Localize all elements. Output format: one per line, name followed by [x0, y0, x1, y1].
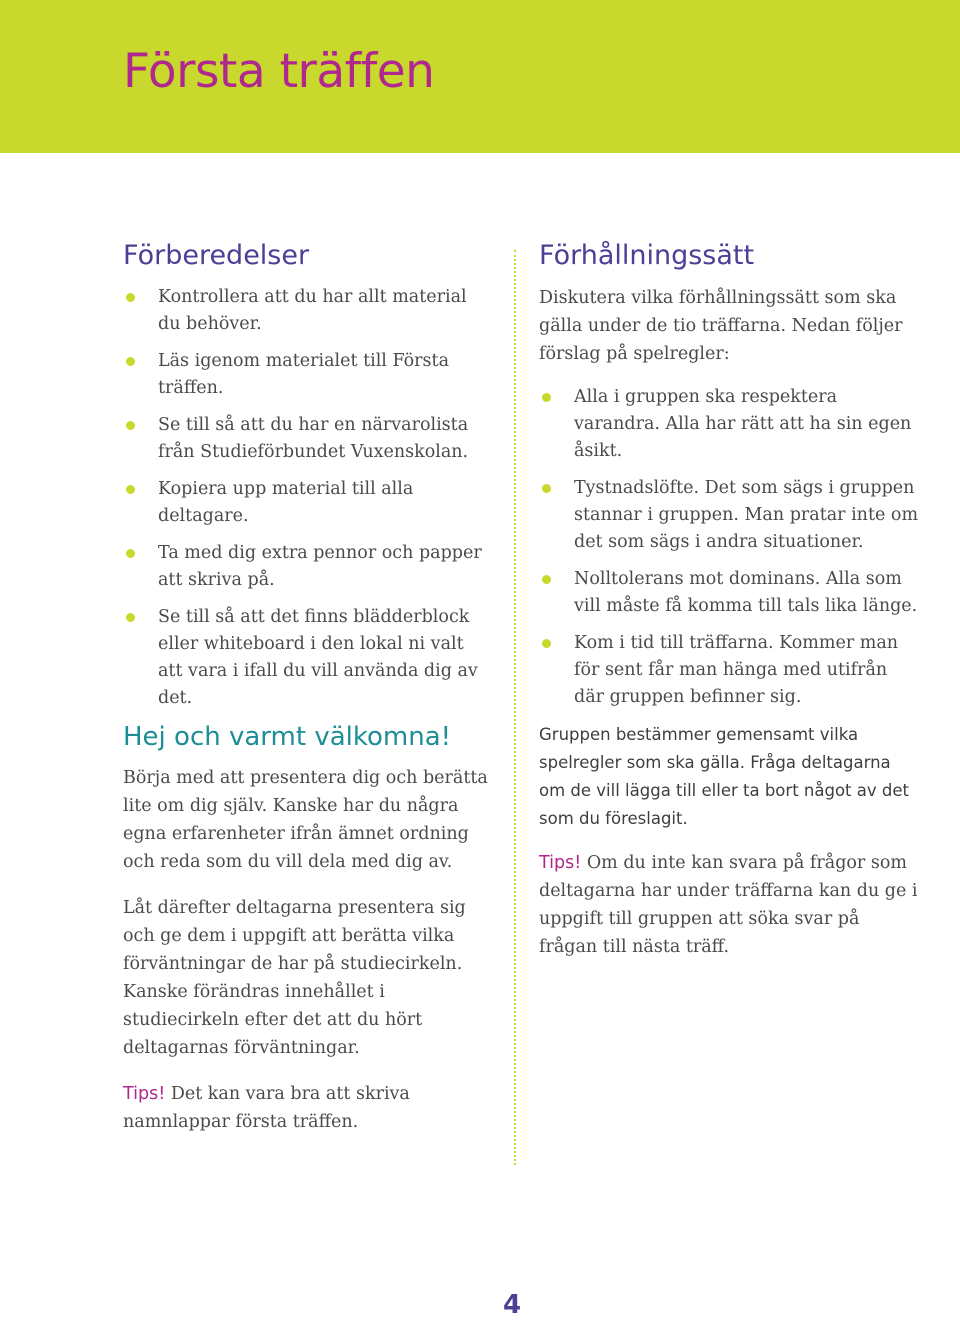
bullet-icon	[126, 357, 135, 366]
group-rules-paragraph: Gruppen bestämmer gemensamt vilka spelregler som ska gälla. Fråga deltagarna om de vill lägga till eller ta bort något av det som du föreslagit.	[539, 725, 909, 828]
preparations-list	[123, 284, 488, 712]
list-item	[539, 384, 919, 465]
list-item	[123, 476, 488, 530]
bullet-icon	[542, 393, 551, 402]
expectations-paragraph: Låt därefter deltagarna presentera sig och ge dem i uppgift att berätta vilka förväntningar de har på studiecirkeln. Kanske förändras innehållet i studiecirkeln efter det att du hört deltagarnas förväntningar.	[123, 898, 466, 1058]
bullet-icon	[126, 293, 135, 302]
bullet-icon	[542, 484, 551, 493]
rules-list	[539, 384, 919, 711]
approach-intro: Diskutera vilka förhållningssätt som ska gälla under de tio träffarna. Nedan följer förslag på spelregler:	[539, 288, 903, 364]
bullet-icon	[542, 639, 551, 648]
list-item	[539, 566, 919, 620]
list-item-text: Kontrollera att du har allt material du behöver.	[158, 287, 467, 334]
list-item-text: Kopiera upp material till alla deltagare.	[158, 479, 414, 526]
list-item	[539, 630, 919, 711]
bullet-icon	[126, 613, 135, 622]
bullet-icon	[126, 485, 135, 494]
approach-heading: Förhållningssätt	[539, 240, 755, 271]
tips-label: Tips!	[539, 853, 582, 873]
right-column	[539, 240, 919, 961]
welcome-heading: Hej och varmt välkomna!	[123, 722, 452, 752]
list-item-text: Se till så att det finns blädderblock eller whiteboard i den lokal ni valt att vara i ifall du vill använda dig av det.	[158, 607, 478, 708]
list-item	[123, 540, 488, 594]
list-item	[123, 604, 488, 712]
list-item-text: Se till så att du har en närvarolista från Studieförbundet Vuxenskolan.	[158, 415, 469, 462]
list-item-text: Alla i gruppen ska respektera varandra. Alla har rätt att ha sin egen åsikt.	[574, 387, 912, 461]
bullet-icon	[126, 549, 135, 558]
column-divider	[514, 250, 516, 1165]
list-item	[123, 284, 488, 338]
list-item	[123, 348, 488, 402]
list-item-text: Tystnadslöfte. Det som sägs i gruppen stannar i gruppen. Man pratar inte om det som sägs i andra situationer.	[574, 478, 919, 552]
page-number: 4	[503, 1290, 522, 1320]
intro-paragraph: Börja med att presentera dig och berätta lite om dig själv. Kanske har du några egna erfarenheter ifrån ämnet ordning och reda som du vill dela med dig av.	[123, 768, 488, 872]
list-item	[539, 475, 919, 556]
page-title: Första träffen	[123, 44, 435, 99]
tips-paragraph	[123, 1080, 488, 1136]
list-item-text: Ta med dig extra pennor och papper att skriva på.	[158, 543, 482, 590]
list-item-text: Nolltolerans mot dominans. Alla som vill måste få komma till tals lika länge.	[574, 569, 918, 616]
list-item-text: Kom i tid till träffarna. Kommer man för sent får man hänga med utifrån där gruppen befinner sig.	[574, 633, 899, 707]
bullet-icon	[542, 575, 551, 584]
list-item-text: Läs igenom materialet till Första träffen.	[158, 351, 449, 398]
tips-text: Det kan vara bra att skriva namnlappar första träffen.	[123, 1084, 410, 1132]
bullet-icon	[126, 421, 135, 430]
title-banner	[0, 0, 960, 153]
preparations-heading: Förberedelser	[123, 240, 310, 271]
left-column	[123, 240, 488, 1136]
tips-label: Tips!	[123, 1084, 166, 1104]
tips-text: Om du inte kan svara på frågor som deltagarna har under träffarna kan du ge i uppgift till gruppen att söka svar på frågan till nästa träff.	[539, 853, 918, 957]
tips-paragraph	[539, 849, 919, 961]
list-item	[123, 412, 488, 466]
